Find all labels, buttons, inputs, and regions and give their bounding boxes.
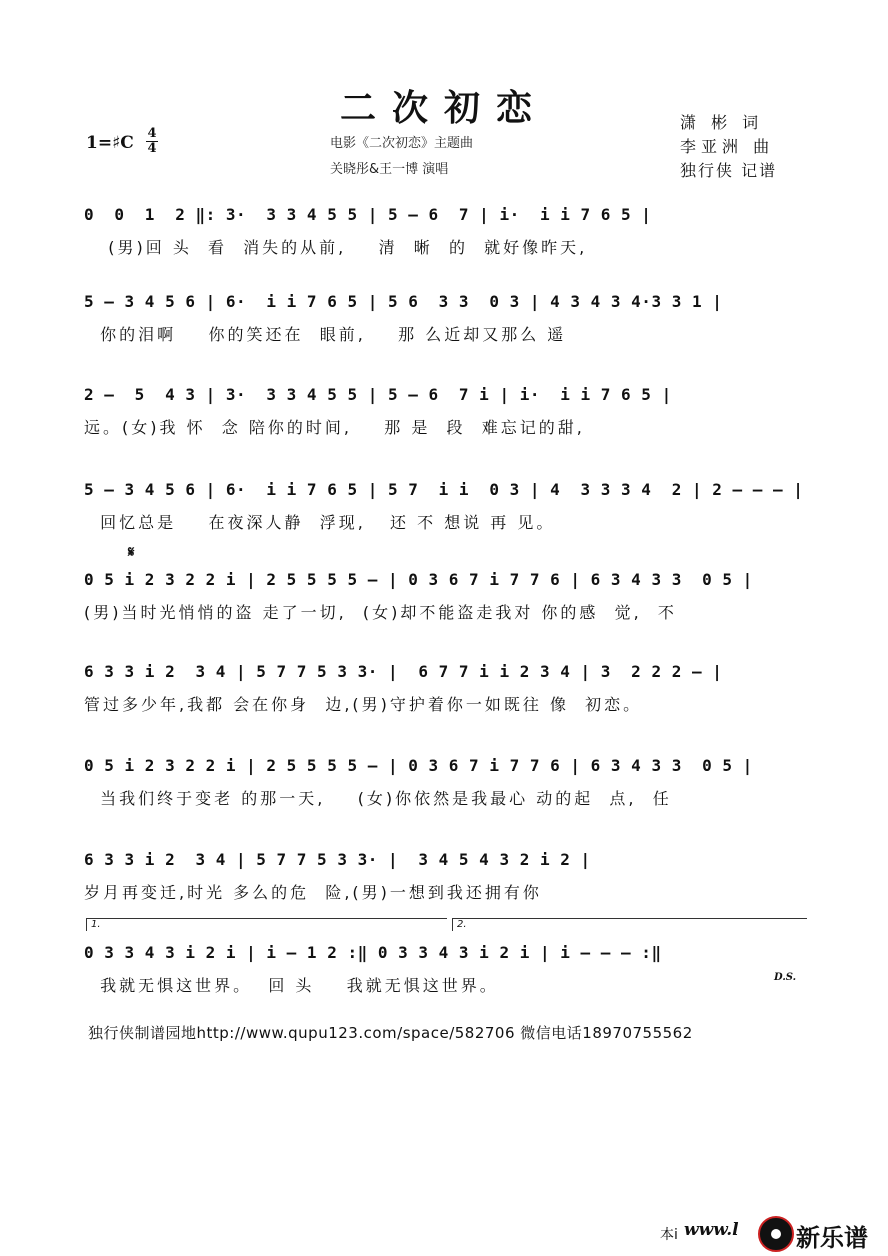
watermark-brand: 新乐谱 [796,1224,868,1252]
record-icon [758,1216,794,1252]
lyrics-line: 回忆总是 在夜深人静 浮现, 还 不 想说 再 见。 [84,513,556,532]
key-signature: 1=♯C [86,133,134,153]
watermark-logo [660,1214,888,1254]
performers: 关晓彤&王一博 演唱 [330,162,449,177]
notes-line: 0 5 i 2 3 2 2 i | 2 5 5 5 5 – | 0 3 6 7 i 7 7 6 | 6 3 4 3 3 0 5 | [84,570,753,589]
notes-line: 0 0 1 2 ‖: 3· 3 3 4 5 5 | 5 – 6 7 | i· i i 7 6 5 | [84,205,652,224]
score-row-3 [0,385,888,495]
lyrics-line: (男)回 头 看 消失的从前, 清 晰 的 就好像昨天, [84,238,588,257]
watermark-www: www.l [684,1220,739,1240]
notes-line: 6 3 3 i 2 3 4 | 5 7 7 5 3 3· | 6 7 7 i i 2 3 4 | 3 2 2 2 – | [84,662,723,681]
lyricist-credit: 潇 彬 词 [680,113,764,132]
transcriber-credit: 独行侠 记谱 [680,161,778,180]
notes-line: 2 – 5 4 3 | 3· 3 3 4 5 5 | 5 – 6 7 i | i· i i 7 6 5 | [84,385,672,404]
meter-bottom: 4 [147,141,157,156]
lyrics-line: 岁月再变迁,时光 多么的危 险,(男)一想到我还拥有你 [84,883,542,902]
lyrics-line: 我就无惧这世界。 回 头 我就无惧这世界。 [84,976,499,995]
lyrics-line: 当我们终于变老 的那一天, (女)你依然是我最心 动的起 点, 任 [84,789,672,808]
dal-segno-mark: D.S. [774,972,797,983]
notes-line: 0 5 i 2 3 2 2 i | 2 5 5 5 5 – | 0 3 6 7 i 7 7 6 | 6 3 4 3 3 0 5 | [84,756,753,775]
lyrics-line: 远。(女)我 怀 念 陪你的时间, 那 是 段 难忘记的甜, [84,418,585,437]
notes-line: 0 3 3 4 3 i 2 i | i – 1 2 :‖ 0 3 3 4 3 i 2 i | i – – – :‖ [84,943,662,962]
notes-line: 5 – 3 4 5 6 | 6· i i 7 6 5 | 5 7 i i 0 3 | 4 3 3 3 4 2 | 2 – – – | [84,480,804,499]
time-signature [146,127,158,156]
notes-line: 6 3 3 i 2 3 4 | 5 7 7 5 3 3· | 3 4 5 4 3 2 i 2 | [84,850,591,869]
composer-credit: 李亚洲 曲 [680,137,775,156]
volta-bracket-2: 2. [452,918,807,931]
volta-bracket-1: 1. [86,918,447,931]
song-subtitle: 电影《二次初恋》主题曲 [330,136,474,151]
meter-top: 4 [147,126,157,141]
segno-mark: 𝄋 [128,543,135,561]
lyrics-line: 管过多少年,我都 会在你身 边,(男)守护着你一如既往 像 初恋。 [84,695,643,714]
notes-line: 5 – 3 4 5 6 | 6· i i 7 6 5 | 5 6 3 3 0 3 | 4 3 4 3 4·3 3 1 | [84,292,723,311]
lyrics-line: 你的泪啊 你的笑还在 眼前, 那 么近却又那么 遥 [84,325,567,344]
lyrics-line: (男)当时光悄悄的盗 走了一切, (女)却不能盗走我对 你的感 觉, 不 [84,603,677,622]
song-title: 二次初恋 [339,87,548,129]
watermark-prefix: 本i [660,1227,678,1243]
footer-text: 独行侠制谱园地http://www.qupu123.com/space/582706 微信电话18970755562 [88,1024,693,1042]
